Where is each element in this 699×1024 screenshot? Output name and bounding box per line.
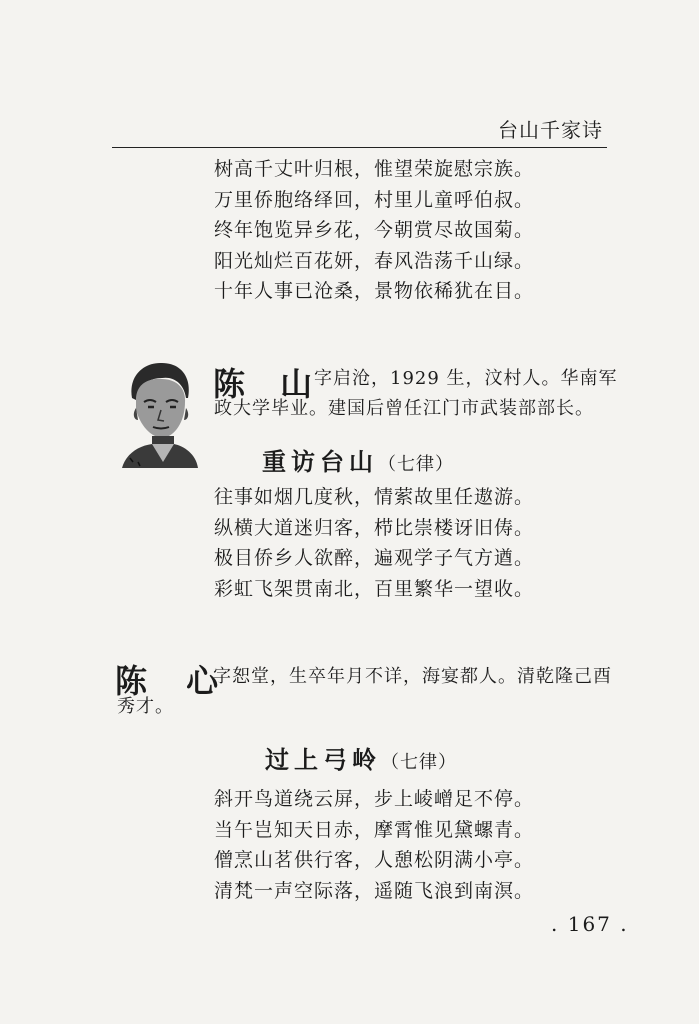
- poem-line: 纵横大道迷归客，栉比崇楼讶旧俦。: [214, 516, 535, 539]
- poem-line: 极目侨乡人欲醉，遍观学子气方遒。: [214, 547, 535, 569]
- poem-line: 万里侨胞络绎回，村里儿童呼伯叔。: [214, 188, 535, 211]
- author-portrait: [118, 358, 200, 468]
- author-bio: [214, 364, 634, 424]
- author-bio-line: 字恕堂，生卒年月不详，海宴都人。清乾隆己酉: [213, 666, 612, 687]
- page-number: . 167 .: [551, 912, 629, 936]
- continued-poem: [214, 154, 534, 307]
- poem-body: [214, 784, 534, 906]
- poem-body: [214, 482, 534, 604]
- poem-form: （七律）: [378, 454, 454, 475]
- author-bio-line: 秀才。: [117, 696, 174, 717]
- poem-line: 僧烹山茗供行客，人憩松阴满小亭。: [214, 849, 535, 871]
- poem-line: 斜开鸟道绕云屏，步上崚嶒足不停。: [214, 788, 535, 810]
- poem-line: 往事如烟几度秋，情萦故里任遨游。: [214, 486, 535, 508]
- poem-line: 终年饱览异乡花，今朝赏尽故国菊。: [214, 219, 535, 241]
- poem-title: [265, 740, 457, 775]
- author-name: 陈 心: [115, 662, 233, 700]
- poem-line: 彩虹飞架贯南北，百里繁华一望收。: [214, 577, 535, 600]
- author-bio-line: 字启沧，1929 生，汶村人。华南军: [314, 368, 618, 389]
- poem-line: 当午岂知天日赤，摩霄惟见黛螺青。: [214, 818, 535, 841]
- poem-title-text: 过上弓岭: [265, 746, 381, 774]
- poem-title: [262, 442, 454, 477]
- header-rule: [112, 147, 607, 148]
- running-head: 台山千家诗: [498, 118, 603, 142]
- poem-line: 十年人事已沧桑，景物依稀犹在目。: [214, 280, 535, 302]
- author-name: 陈 山: [213, 365, 325, 403]
- poem-title-text: 重访台山: [262, 448, 378, 476]
- poem-line: 树高千丈叶归根，惟望荣旋慰宗族。: [214, 158, 535, 180]
- poem-form: （七律）: [381, 752, 457, 773]
- author-bio-line: 政大学毕业。建国后曾任江门市武装部部长。: [214, 398, 594, 419]
- author-bio: [117, 662, 629, 722]
- poem-line: 阳光灿烂百花妍，春风浩荡千山绿。: [214, 249, 535, 272]
- poem-line: 清梵一声空际落，遥随飞浪到南溟。: [214, 879, 535, 902]
